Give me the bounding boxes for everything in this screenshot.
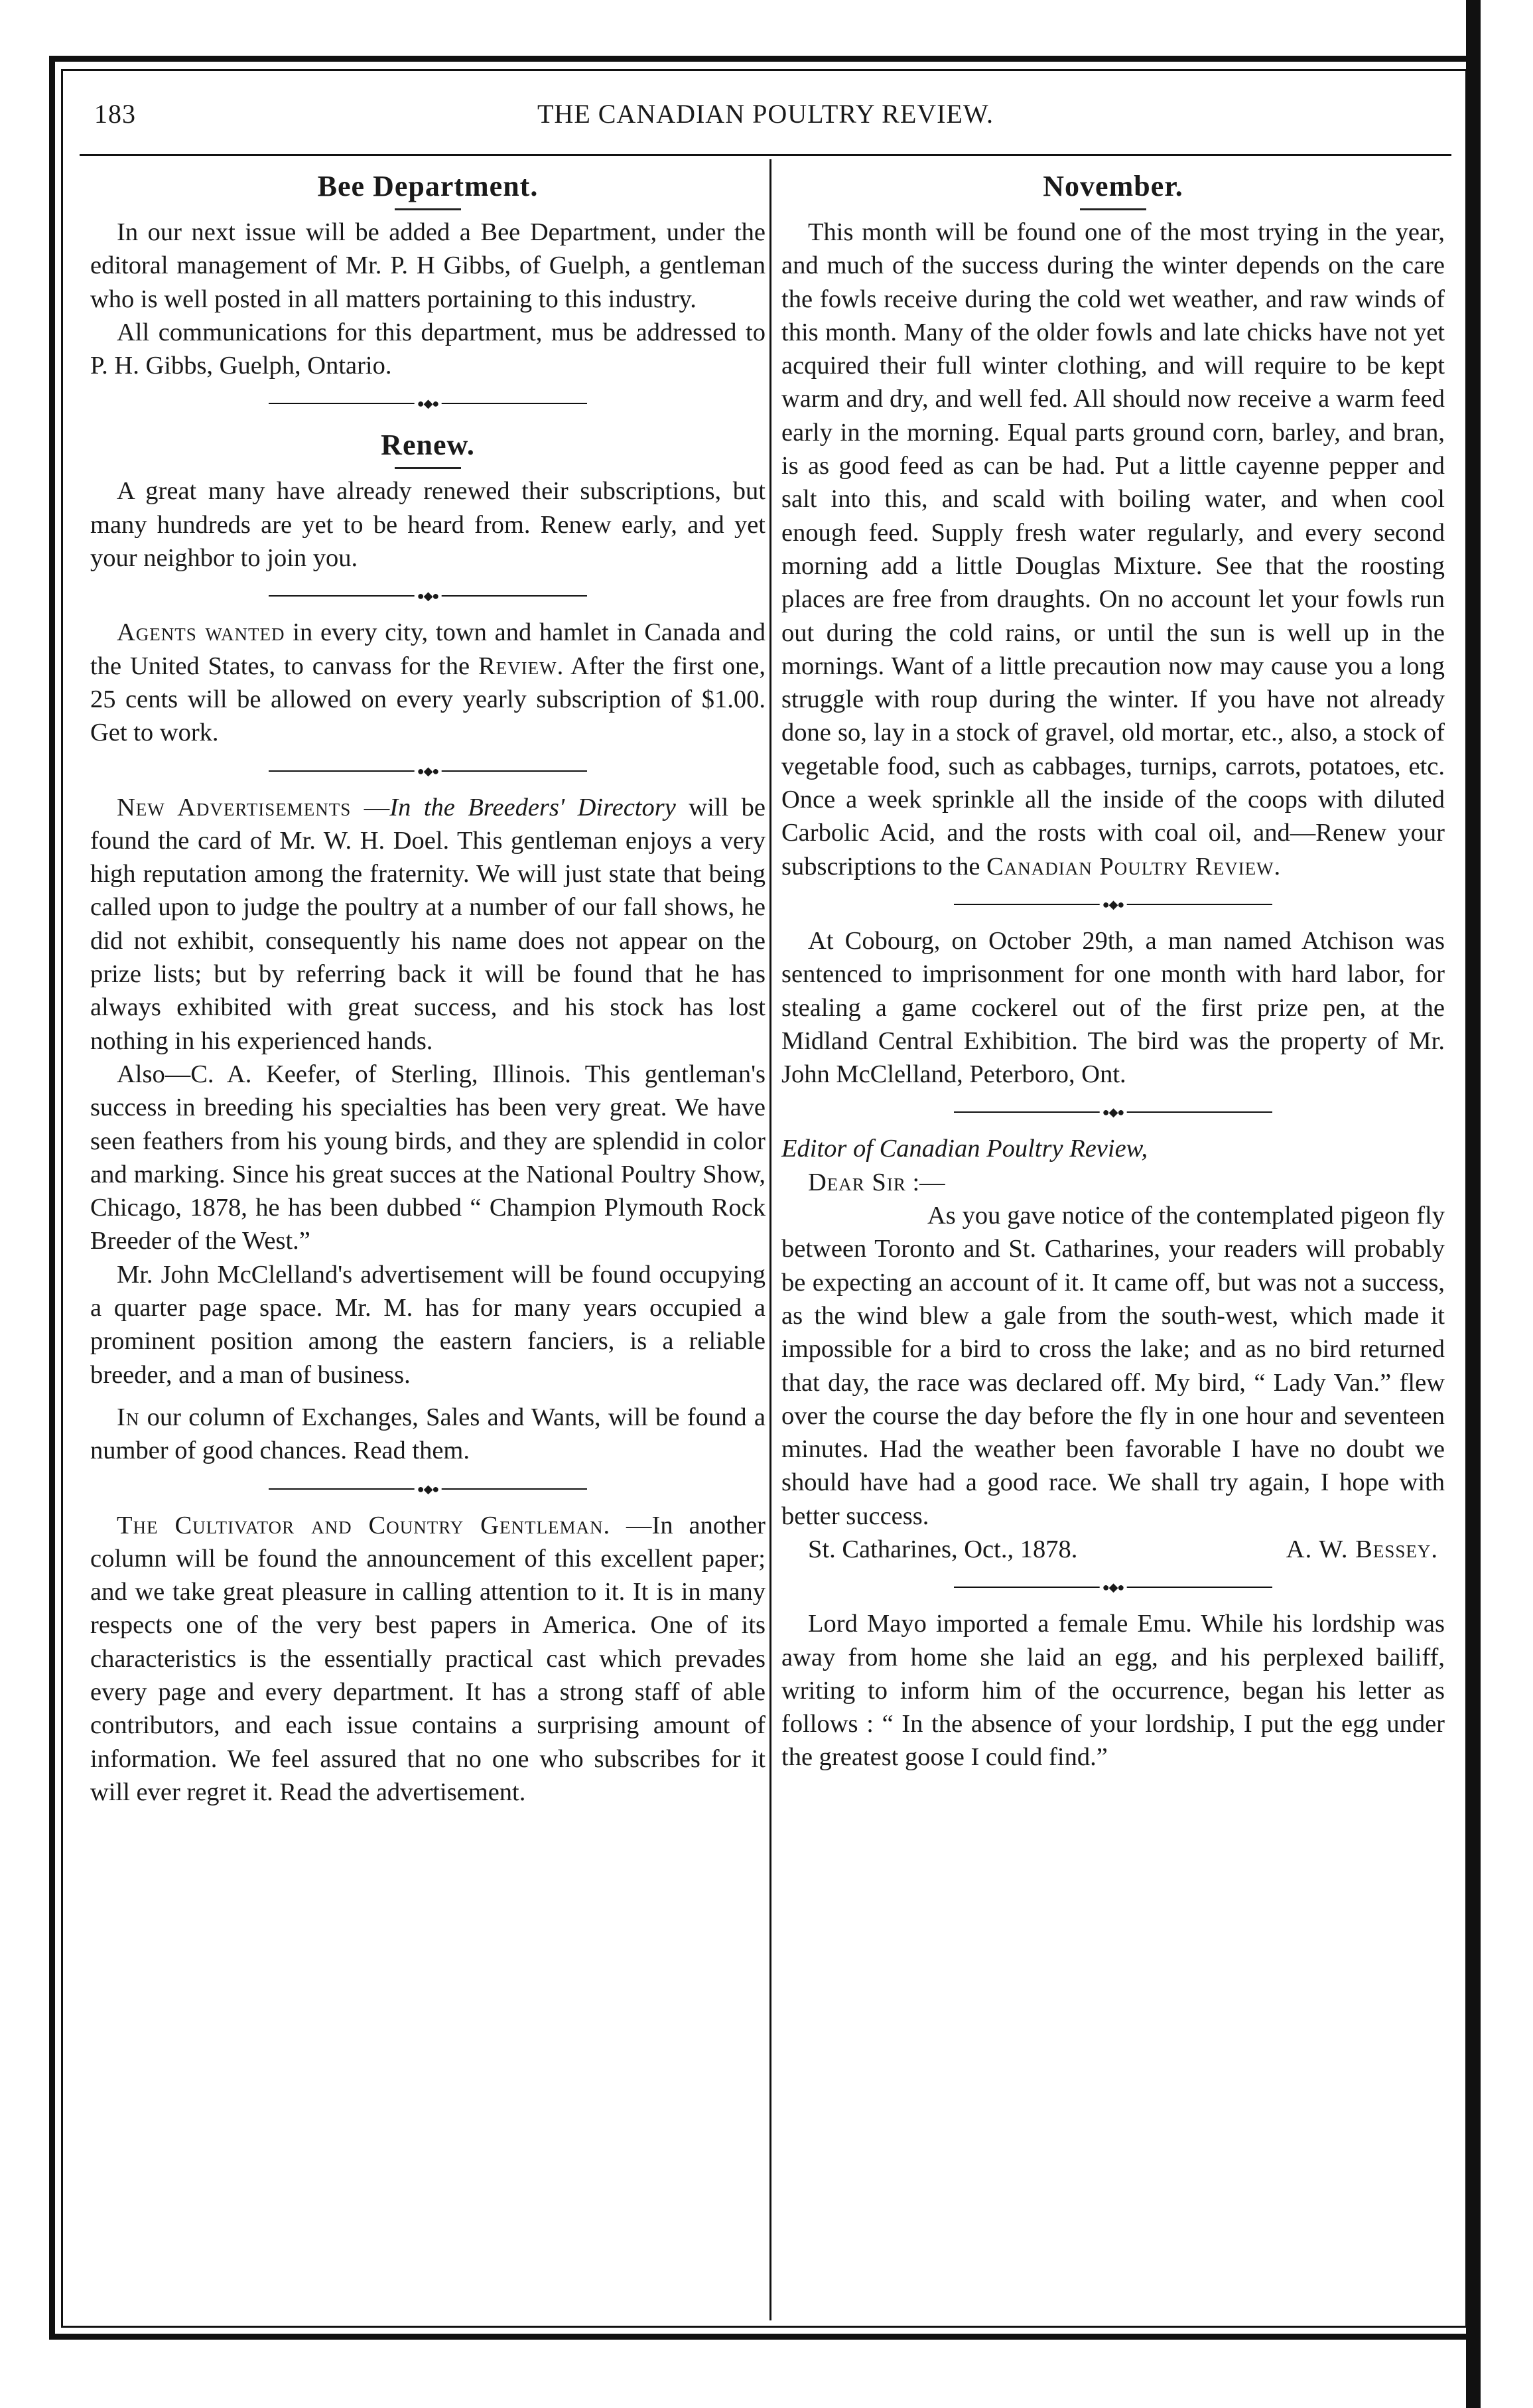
letter-signature: A. W. Bessey.: [1286, 1535, 1438, 1563]
keefer-paragraph: Also—C. A. Keefer, of Sterling, Illinois. This gentleman's success in breeding his specialties has been very great. We have seen feathers from his young birds, and they are splendid in color and marking. Since his great succes at the National Poultry Show, Chicago, 1878, he has been dubbed “ Champion Plymouth Rock Breeder of the West.”: [90, 1060, 766, 1255]
november-paragraph: This month will be found one of the most trying in the year, and much of the success during the winter depends on the care the fowls receive during the cold wet weather, and raw winds of this month. Many of the older fowls and late chicks have not yet acquired their full winter clothing, and will require to be kept warm and dry, and well fed. All should now receive a warm feed early in the morning. Equal parts ground corn, barley, and bran, is as good feed as can be had. Put a little cayenne pepper and salt into this, and scald with boiling water, and when cool enough feed. Supply fresh water regularly, and every second morning add a little Douglas Mixture. See that the roosting places are free from draughts. On no account let your fowls run out during the cold rains, or until the sun is well up in the mornings. Want of a little precaution now may cause you a long struggle with roup during the winter. If you have not already done so, lay in a stock of gravel, old mortar, etc., also, a stock of vegetable food, such as cabbages, turnips, carrots, potatoes, etc. Once a week sprinkle all the inside of the coops with diluted Carbolic Acid, and the rosts with coal oil, and—Renew your subscriptions to the Canadian Poultry Review.: [781, 218, 1445, 881]
bee-department-heading: Bee Department.: [317, 170, 539, 202]
header-rule: [80, 154, 1451, 156]
emu-paragraph: Lord Mayo imported a female Emu. While his lordship was away from home she laid an egg, and his perplexed bailiff, writing to inform him of the occurrence, began his letter as follows : “ In the absence of your lordship, I put the egg under the greatest goose I could find.”: [781, 1610, 1445, 1772]
section-separator: ●◆●: [269, 397, 587, 410]
new-ads-lead: New Advertisements: [117, 793, 352, 821]
heading-rule: [395, 208, 461, 210]
breeders-directory: In the Breeders' Directory: [389, 793, 676, 821]
letter-body: As you gave notice of the contemplated pigeon fly between Toronto and St. Catharines, your readers will probably be expecting an account of it. It came off, but was not a success, as the wind blew a gale from the south-west, which made it impossible for a bird to cross the lake; and as no bird returned that day, the race was declared off. My bird, “ Lady Van.” flew over the course the day before the fly in one hour and seventeen minutes. Had the weather been favorable I have no doubt we should have had a good race. We shall try again, I hope with better success.: [781, 1202, 1445, 1530]
mcclelland-paragraph: Mr. John McClelland's advertisement will be found occupying a quarter page space. Mr. M. has for many years occupied a prominent position among the eastern fanciers, is a reliable breeder, and a man of business.: [90, 1260, 766, 1389]
cultivator-paragraph: The Cultivator and Country Gentleman. —In another column will be found the announcement of this excellent paper; and we take great pleasure in calling attention to it. It is in many respects one of the very best papers in America. One of its characteristics is the essentially practical cast which prevades every page and every department. It has a strong staff of able contributors, and each issue contains a surprising amount of information. We feel assured that no one who subscribes for it will ever regret it. Read the advertisement.: [90, 1511, 766, 1806]
heading-rule: [1080, 208, 1146, 210]
letter-place-date: St. Catharines, Oct., 1878.: [808, 1535, 1078, 1563]
letter-addressee: Editor of Canadian Poultry Review,: [781, 1135, 1148, 1163]
cultivator-lead: The Cultivator and Country Gentleman.: [117, 1511, 611, 1539]
right-column: [781, 163, 1445, 2316]
section-separator: ●◆●: [269, 589, 587, 602]
letter-salutation: Dear Sir :—: [808, 1168, 945, 1196]
section-separator: ●◆●: [954, 1581, 1272, 1594]
renew-paragraph: A great many have already renewed their subscriptions, but many hundreds are yet to be heard from. Renew early, and yet your neighbor to join you.: [90, 477, 766, 573]
letter-signature-line: [781, 1533, 1445, 1566]
renew-heading: Renew.: [381, 429, 475, 462]
page-number: 183: [94, 99, 136, 129]
november-heading: November.: [1043, 170, 1183, 202]
cobourg-paragraph: At Cobourg, on October 29th, a man named Atchison was sentenced to imprisonment for one month with hard labor, for stealing a game cockerel out of the first prize pen, at the Midland Central Exhibition. The bird was the property of Mr. John McClelland, Peterboro, Ont.: [781, 926, 1445, 1089]
review-name: Review: [478, 652, 557, 680]
bee-paragraph-2: All communications for this department, mus be addressed to P. H. Gibbs, Guelph, Ontario.: [90, 318, 766, 380]
section-separator: ●◆●: [954, 898, 1272, 911]
bee-paragraph-1: In our next issue will be added a Bee Department, under the editoral management of Mr. P. H Gibbs, of Guelph, a gentleman who is well posted in all matters portaining to this industry.: [90, 218, 766, 313]
new-advertisements-paragraph: New Advertisements —In the Breeders' Directory will be found the card of Mr. W. H. Doel. This gentleman enjoys a very high reputation among the fraternity. We will just state that being called upon to judge the poultry at a number of our fall shows, he did not exhibit, consequently his name does not appear on the prize lists; but by referring back it will be found that he has always exhibited with great success, and his stock has lost nothing in his experienced hands.: [90, 793, 766, 1055]
page-header: [80, 92, 1451, 138]
section-separator: ●◆●: [269, 1482, 587, 1496]
section-separator: ●◆●: [269, 764, 587, 778]
review-name: Canadian Poultry Review: [986, 852, 1274, 881]
agents-wanted-lead: Agents wanted: [117, 618, 285, 647]
exchanges-paragraph: In our column of Exchanges, Sales and Wants, will be found a number of good chances. Read them.: [90, 1403, 766, 1465]
column-divider: [769, 159, 771, 2320]
agents-wanted-paragraph: Agents wanted in every city, town and hamlet in Canada and the United States, to canvass for the Review. After the first one, 25 cents will be allowed on every yearly subscription of $1.00. Get to work.: [90, 618, 766, 747]
heading-rule: [395, 467, 461, 469]
left-column: [90, 163, 766, 2316]
section-separator: ●◆●: [954, 1105, 1272, 1119]
journal-title: THE CANADIAN POULTRY REVIEW.: [537, 99, 994, 129]
